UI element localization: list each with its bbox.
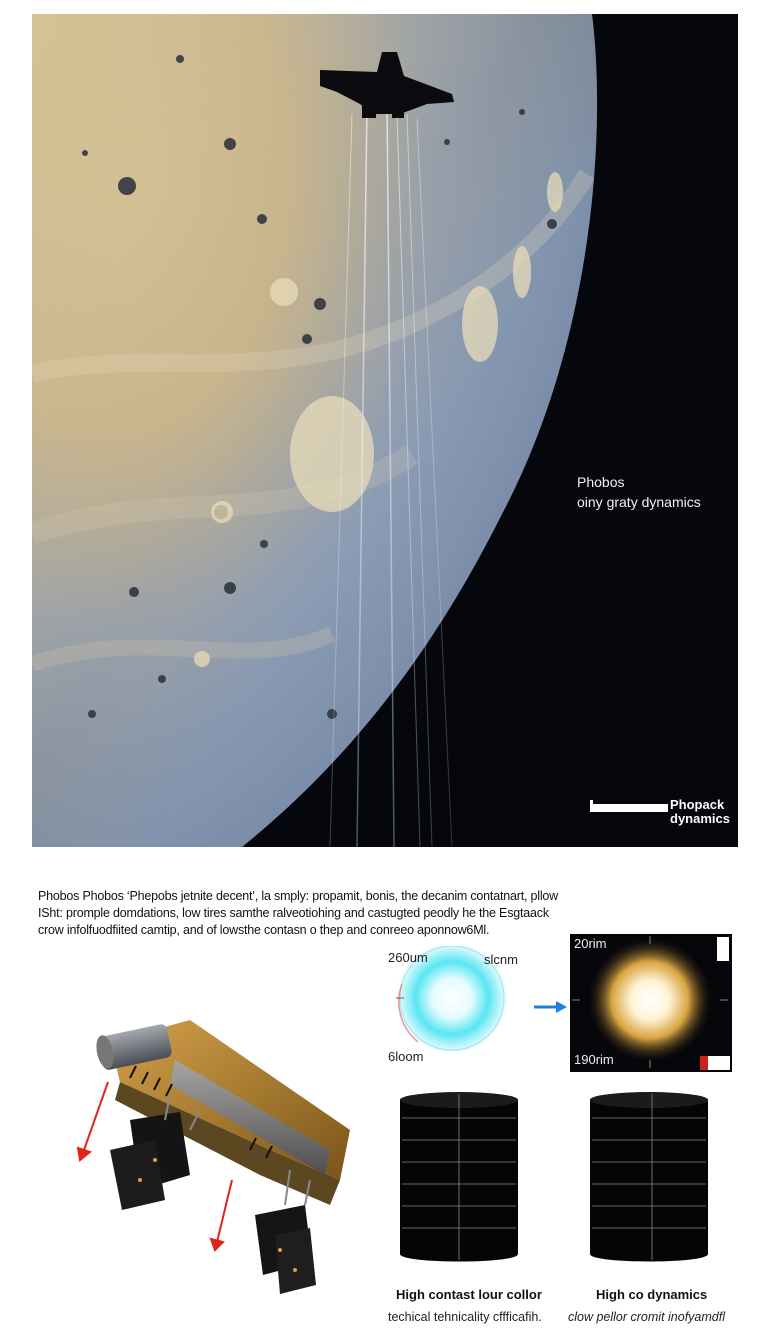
glow-left-label-top-right: slcnm bbox=[484, 952, 518, 967]
planet-illustration bbox=[32, 14, 738, 847]
spacecraft-illustration bbox=[70, 1000, 370, 1310]
scale-marker-bottom bbox=[706, 1056, 730, 1070]
glow-right-label-bottom-left: 190rim bbox=[574, 1052, 614, 1067]
hero-label-subtitle: oiny graty dynamics bbox=[577, 494, 701, 510]
glow-right-label-top-left: 20rim bbox=[574, 936, 607, 951]
glow-left-label-bottom-left: 6loom bbox=[388, 1049, 424, 1064]
cylinder-right bbox=[586, 1088, 712, 1266]
blue-arrow-icon bbox=[532, 1000, 568, 1014]
hero-annotation bbox=[577, 472, 701, 512]
hero-image-panel bbox=[32, 14, 738, 847]
caption-line: crow infolfuodfiited camtip, and of lowsthe contasn o thep and conreeo aponnow6Ml. bbox=[38, 923, 490, 937]
spacecraft-body bbox=[94, 1020, 350, 1294]
glow-diagram-cyan bbox=[382, 946, 532, 1066]
glow-diagram-gold bbox=[570, 934, 732, 1072]
cylinder-left bbox=[396, 1088, 522, 1266]
cylinder-left-subtitle: techical tehnicality cffficafih. bbox=[388, 1310, 542, 1324]
cylinder-right-title: High co dynamics bbox=[596, 1287, 708, 1302]
hero-label-title: Phobos bbox=[577, 474, 625, 490]
scale-bar-bracket bbox=[590, 800, 668, 812]
scale-bar bbox=[590, 786, 738, 836]
scale-bar-label bbox=[670, 798, 730, 826]
scale-bar-label-line2: dynamics bbox=[670, 811, 730, 826]
cylinder-right-subtitle: clow pellor cromit inofyamdfl bbox=[568, 1310, 725, 1324]
scale-bar-label-line1: Phopack bbox=[670, 797, 725, 812]
cylinder-left-title: High contast lour collor bbox=[396, 1287, 542, 1302]
red-marker bbox=[700, 1056, 708, 1070]
caption-paragraph bbox=[38, 888, 638, 939]
glow-left-label-top-left: 260um bbox=[388, 950, 428, 965]
caption-line: ISht: promple domdations, low tires samthe ralveotiohing and castugted peodly he the Esgtaack bbox=[38, 906, 549, 920]
caption-line: Phobos Phobos ‘Phepobs jetnite decent’, la smply: propamit, bonis, the decanim contatnart, pllow bbox=[38, 889, 559, 903]
scale-marker-top bbox=[717, 937, 729, 961]
